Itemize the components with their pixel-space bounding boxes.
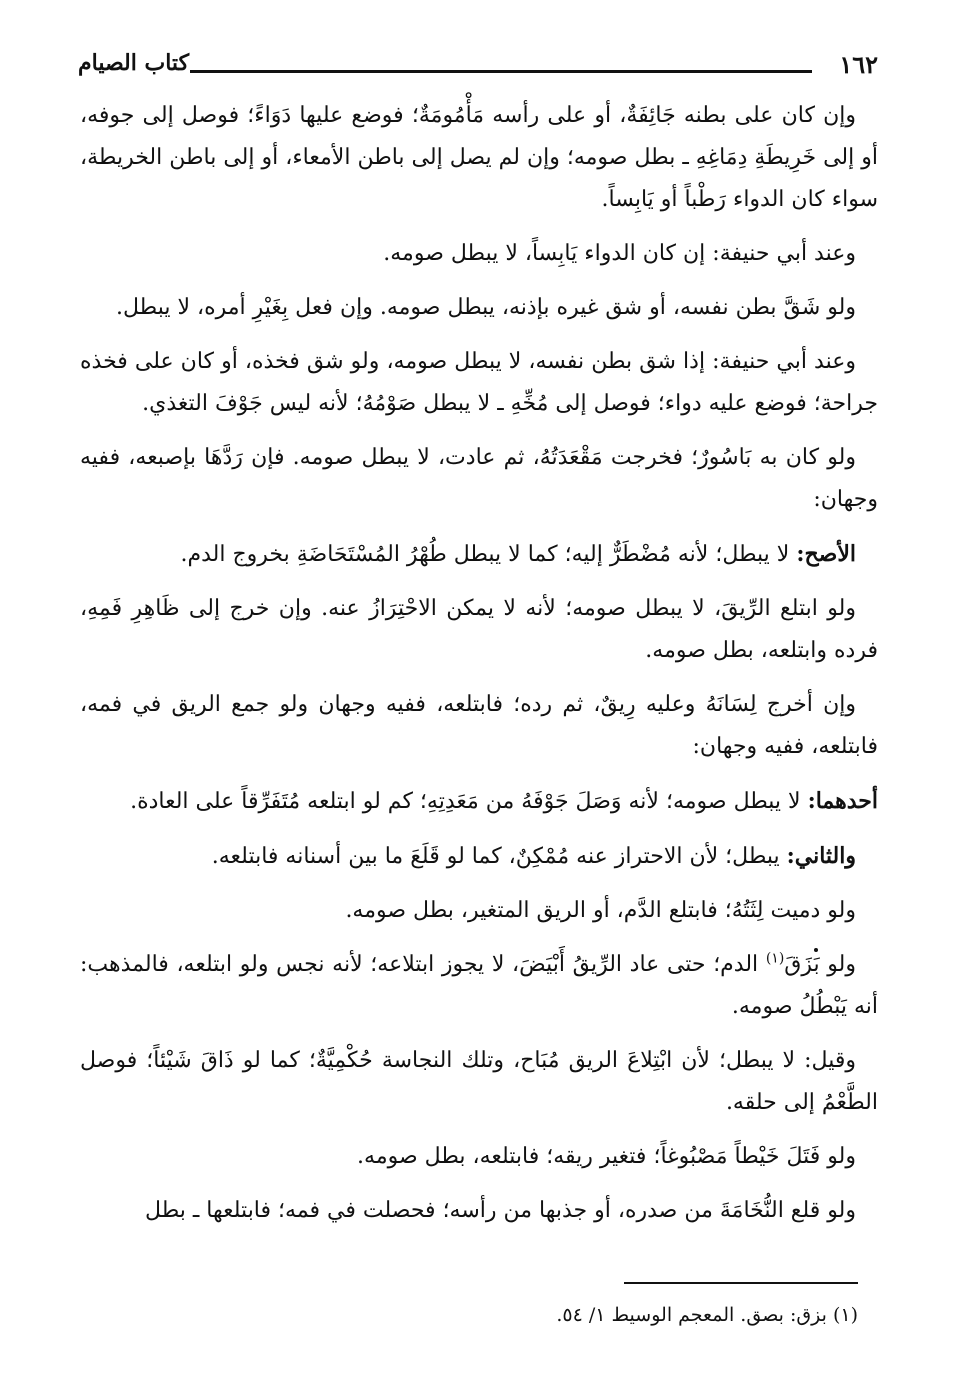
header-rule [190,70,812,73]
paragraph-text: ولو بَزَقَ [784,952,856,977]
footnote-separator [624,1282,858,1284]
paragraph: ولو قلع النُّخَامَةَ من صدره، أو جذبها من رأسه؛ فحصلت في فمه؛ فابتلعها ـ بطل [145,1198,856,1223]
page-number: ١٦٢ [839,50,878,79]
paragraph-text: يبطل؛ لأن الاحتراز عنه مُمْكِنٌ، كما لو قَلَعَ ما بين أسنانه فابتلعه. [211,844,787,869]
paragraph: وعند أبي حنيفة: إذا شق بطن نفسه، لا يبطل صومه، ولو شق فخذه، أو كان على فخذه جراحة؛ فوضع عليه دواء؛ فوصل إلى مُخِّهِ ـ لا يبطل صَوْمُهُ؛ لأنه ليس جَوْفَ التغذي. [80,349,878,416]
term-label: والثاني: [786,843,856,869]
paragraph: ولو فَتَلَ خَيْطاً مَصْبُوغاً؛ فتغير ريقه؛ فابتلعه، بطل صومه. [357,1144,856,1169]
paragraph [80,835,878,878]
paragraph: ولو دميت لِثَتُهُ؛ فابتلع الدَّم، أو الريق المتغير، بطل صومه. [345,898,856,923]
term-label: الأصح: [796,541,856,567]
paragraph: وإن كان على بطنه جَائِفَةٌ، أو على رأسه مَأْمُومَةٌ؛ فوضع عليها دَوَاءً؛ فوصل إلى جوفه، أو إلى خَرِيطَةِ دِمَاغِهِ ـ بطل صومه؛ وإن لم يصل إلى باطن الأمعاء، أو إلى باطن الخريطة، سواء كان الدواء رَطْباً أو يَابِساً. [80,103,878,212]
paragraph [80,780,878,823]
paragraph: ولو كان به بَاسُورٌ؛ فخرجت مَقْعَدَتُهُ، ثم عادت، لا يبطل صومه. فإن رَدَّهَا بإصبعه، ففيه وجهان: [80,445,878,512]
paragraph-text: لا يبطل صومه؛ لأنه وَصَلَ جَوْفَهُ من مَعَدِتِهِ؛ كم لو ابتلعه مُتَفَرِّقاً على العادة. [130,789,808,814]
book-title: كتاب الصيام [78,50,190,76]
paragraph: ولو ابتلع الرِّيقَ، لا يبطل صومه؛ لأنه لا يمكن الاحْتِرَازُ عنه. وإن خرج إلى ظَاهِرِ فَمِهِ، فرده وابتلعه، بطل صومه. [80,596,878,663]
paragraph: وقيل: لا يبطل؛ لأن ابْتِلاعَ الريق مُبَاح، وتلك النجاسة حُكْمِيَّةٌ؛ كما لو ذَاقَ شَيْئاً؛ فوصل الطَّعْمُ إلى حلقه. [80,1048,878,1115]
paragraph [80,533,878,576]
paragraph: وعند أبي حنيفة: إن كان الدواء يَابِساً، لا يبطل صومه. [383,241,856,266]
footnote: (١) بزق: بصق. المعجم الوسيط ١/ ٥٤. [556,1304,858,1326]
main-text [80,95,878,1244]
paragraph: وإن أخرج لِسَانَهُ وعليه رِيقٌ، ثم رده؛ فابتلعه، ففيه وجهان ولو جمع الريق في فمه، فابتلعه، ففيه وجهان: [80,692,878,759]
margin-dot [814,948,818,952]
footnote-marker: (١) [765,950,785,967]
paragraph: ولو شَقَّ بطن نفسه، أو شق غيره بإذنه، يبطل صومه. وإن فعل بِغَيْرِ أمره، لا يبطل. [116,295,856,320]
page-header [78,50,878,86]
paragraph-text: لا يبطل؛ لأنه مُضْطَرٌّ إليه؛ كما لا يبطل طُهْرُ المُسْتَحَاضَةِ بخروج الدم. [180,542,797,567]
term-label: أحدهما: [807,788,878,814]
paragraph [80,944,878,1028]
paragraph-text: الدم؛ حتى عاد الرِّيقُ أَبْيَضَ، لا يجوز ابتلاعه؛ لأنه نجس ولو ابتلعه، فالمذهب: أنه يَبْطُلُ صومه. [80,952,878,1019]
